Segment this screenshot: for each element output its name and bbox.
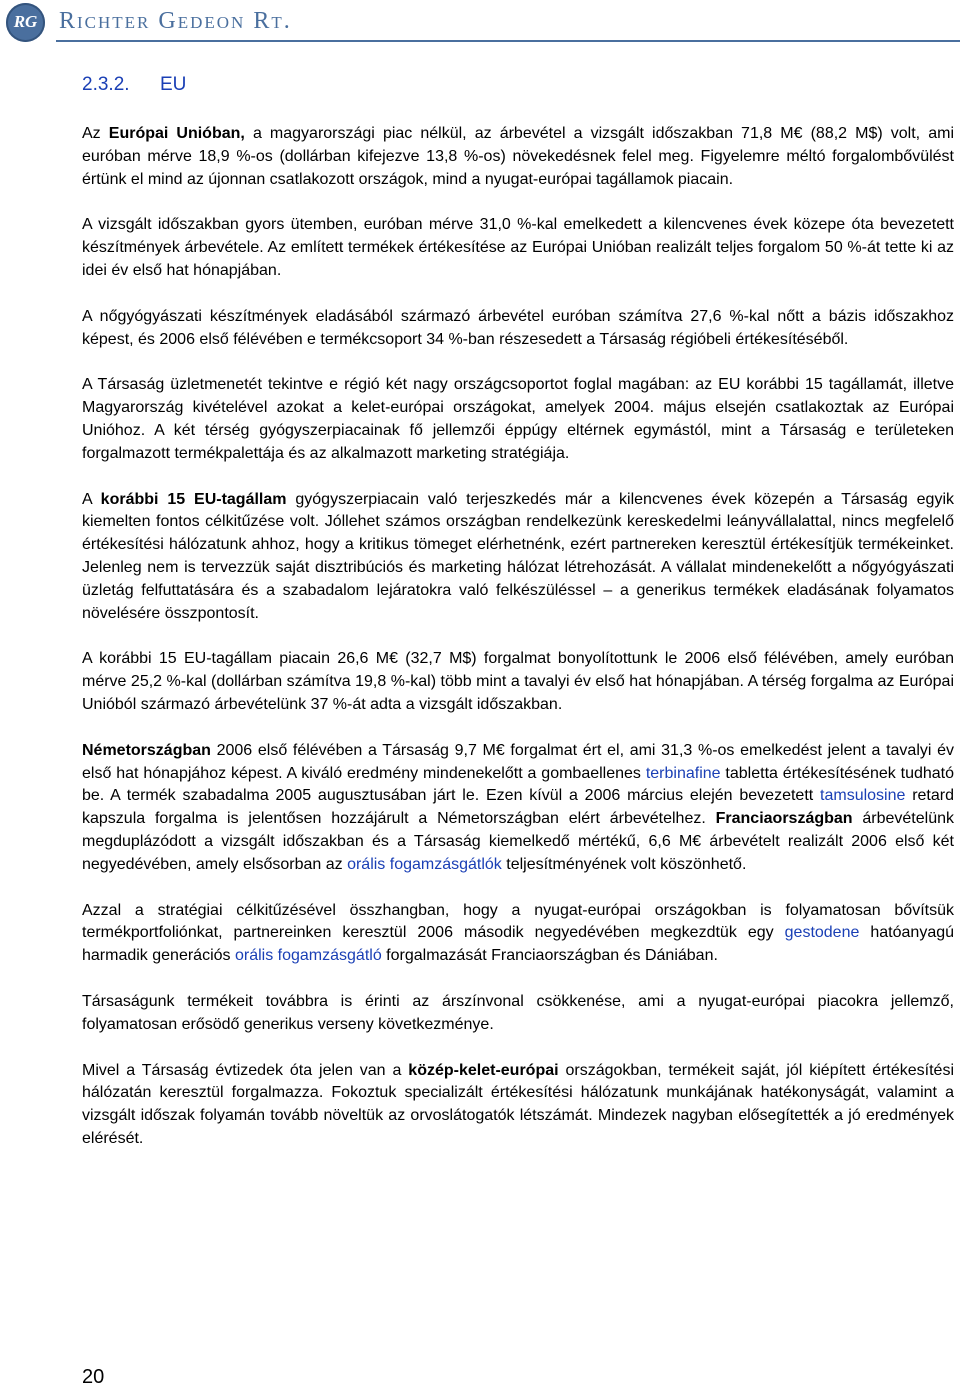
text-run: Azzal a stratégiai célkitűzésével összhangban, hogy a nyugat-európai országokban is folyamatosan bővítsük termékportfoliónkat, partnereinken keresztül 2006 második negyedévében megkezdtük egy	[82, 901, 954, 942]
text-run: árbevételünk megduplázódott a vizsgált időszakban és a Társaság kiemelkedő mértékű, 6,6 M€ árbevételt realizált 2006 első két negyedévében, amely elsősorban az	[82, 810, 955, 873]
paragraph-eu-revenue	[82, 123, 954, 191]
text-run: gyógyszerpiacain való terjeszkedés már a kilencvenes évek közepén a Társaság egyik kiemelten fontos célkitűzése volt. Jóllehet számos országban rendelkezünk kereskedelmi leányvállalattal, nincs megfelelő értékesítési hálózatunk ahhoz, hogy a kritikus tömeget elérhetnénk, ezért partnereken keresztül értékesítjük termékeinket. Jelenleg nem is tervezzük saját disztribúciós és marketing hálózat létrehozását. A vállalat mindenekelőtt a nőgyógyászati üzletág felfuttatására és a szabadalom lejáratokra való felkészüléssel – a generikus termékek eladásának folyamatos növelésére összpontosít.	[82, 490, 954, 622]
paragraph-new-products: A vizsgált időszakban gyors ütemben, euróban mérve 31,0 %-kal emelkedett a kilencvenes évek közepe óta bevezetett készítmények árbevétele. Az említett termékek értékesítése az Európai Unióban realizált teljes forgalom 50 %-át tette ki az idei év első hat hónapjában.	[82, 216, 954, 279]
bold-term: Franciaországban	[715, 810, 853, 828]
paragraph-price-pressure: Társaságunk termékeit továbbra is érinti az árszínvonal csökkenése, ami a nyugat-európai piacokra jellemző, folyamatosan erősödő generikus verseny következménye.	[82, 992, 954, 1033]
logo-initials: RG	[13, 12, 38, 31]
paragraph-region-groups: A Társaság üzletmenetét tekintve e régió két nagy országcsoportot foglal magában: az EU korábbi 15 tagállamát, illetve Magyarország kivételével azokat a kelet-európai országokat, amelyek 2004. május elsején csatlakoztak az Európai Unióhoz. A két térség gyógyszerpiacainak fő jellemzői éppúgy eltérnek egymástól, mint a Társaság e területeken forgalmazott termékpalettája és az alkalmazott marketing stratégiája.	[82, 376, 954, 462]
section-title: EU	[160, 74, 187, 95]
product-term: tamsulosine	[820, 787, 906, 805]
paragraph-eu15-strategy	[82, 489, 954, 626]
text-run: a magyarországi piac nélkül, az árbevétel a vizsgált időszakban 71,8 M€ (88,2 M$) volt, ami euróban mérve 18,9 %-os (dollárban kifejezve 13,8 %-os) növekedésnek felel meg. Figyelemre méltó forgalombővülést értünk el mind az újonnan csatlakozott országok, mind a nyugat-európai tagállamok piacain.	[82, 125, 954, 188]
section-number: 2.3.2.	[82, 74, 130, 95]
company-logo-emblem	[6, 3, 45, 42]
company-logo-bar	[6, 2, 960, 46]
bold-term: Németországban	[82, 741, 211, 759]
text-run: hatóanyagú harmadik generációs	[82, 924, 955, 965]
text-run: Mivel a Társaság évtizedek óta jelen van a	[82, 1061, 409, 1079]
text-run: teljesítményének volt köszönhető.	[501, 855, 747, 873]
text-run: országokban, termékeit saját, jól kiépített értékesítési hálózatán keresztül forgalmazza. Fokoztuk specializált értékesítési hálózatunk munkájának hatékonyságát, valamint a vizsgált időszak folyamán tovább növeltük az orvoslátogatók létszámát. Mindezek nagyban elősegítették a jó eredmények elérését.	[82, 1061, 954, 1147]
paragraph-eu15-sales: A korábbi 15 EU-tagállam piacain 26,6 M€ (32,7 M$) forgalmat bonyolítottunk le 2006 első félévében, amely euróban mérve 25,2 %-kal (dollárban számítva 19,8 %-kal) több mint a tavalyi év első hat hónapjában. A térség forgalma az Európai Unióból származó árbevételünk 37 %-át adta a vizsgált időszakban.	[82, 650, 954, 713]
bold-term: Európai Unióban,	[108, 125, 245, 142]
text-run: A	[82, 490, 101, 508]
text-run: Az	[82, 125, 109, 142]
text-run: tabletta értékesítésének tudható be. A termék szabadalma 2005 augusztusában járt le. Ezen kívül a 2006 március elején bevezetett	[82, 764, 955, 805]
text-run: retard kapszula forgalma is jelentősen hozzájárult a Németországban elért árbevételhez.	[82, 787, 954, 828]
section-heading	[82, 74, 186, 96]
bold-term: közép-kelet-európai	[408, 1061, 559, 1079]
product-term: orális fogamzásgátló	[234, 947, 382, 965]
header-divider	[56, 40, 960, 42]
company-name: Richter Gedeon Rt.	[59, 8, 292, 34]
bold-term: korábbi 15 EU-tagállam	[100, 490, 287, 508]
paragraph-germany-france	[82, 740, 954, 877]
text-run: 2006 első félévében a Társaság 9,7 M€ forgalmat ért el, ami 31,3 %-os emelkedést jelent a tavalyi év első hat hónapjához képest. A kiváló eredmény mindenekelőtt a gombaellenes	[82, 741, 954, 782]
paragraph-gynecology: A nőgyógyászati készítmények eladásából származó árbevétel euróban számítva 27,6 %-kal nőtt a bázis időszakhoz képest, és 2006 első félévében e termékcsoport 34 %-ban részesedett a Társaság régióbeli értékesítéséből.	[82, 307, 954, 348]
paragraph-cee	[82, 1060, 954, 1151]
paragraph-portfolio	[82, 900, 954, 968]
product-term: orális fogamzásgátlók	[347, 855, 502, 873]
product-term: gestodene	[784, 924, 860, 942]
text-run: forgalmazását Franciaországban és Dániában.	[381, 947, 718, 965]
document-body	[82, 123, 954, 1151]
page-number: 20	[82, 1366, 105, 1388]
product-term: terbinafine	[645, 764, 721, 782]
